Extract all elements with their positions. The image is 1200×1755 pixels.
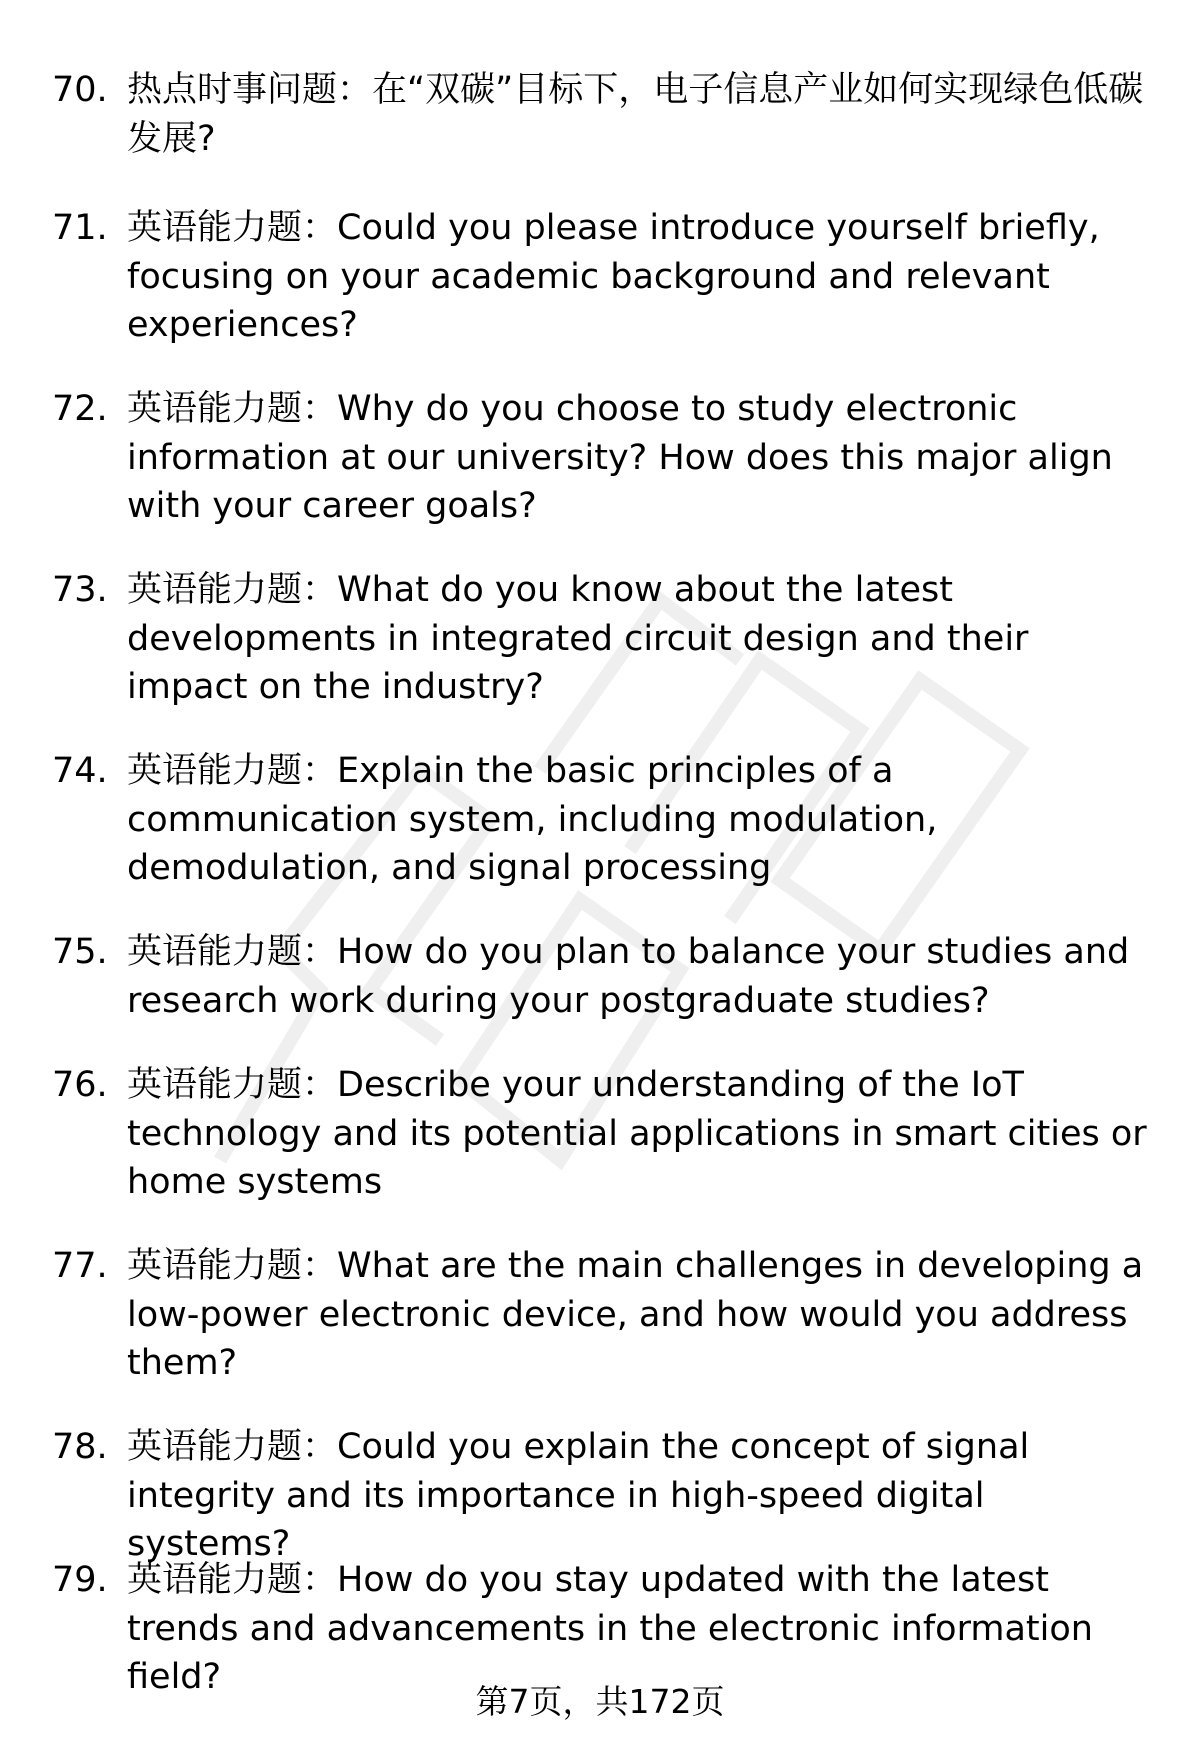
question-category: 英语能力题： <box>127 1246 338 1286</box>
question-category: 英语能力题： <box>127 1560 338 1600</box>
question-number: 72. <box>52 389 108 429</box>
question-category: 英语能力题： <box>127 1065 338 1105</box>
question-body <box>127 1061 1152 1207</box>
question-category: 英语能力题： <box>127 932 338 972</box>
question-category: 英语能力题： <box>127 389 338 429</box>
question-category: 英语能力题： <box>127 570 338 610</box>
question-text: Could you explain the concept of signal integrity and its importance in high-speed digital systems? <box>127 1427 1030 1564</box>
question-item <box>52 1242 1152 1388</box>
question-body <box>127 385 1152 531</box>
question-text: How do you plan to balance your studies and research work during your postgraduate studies? <box>127 932 1130 1021</box>
question-item <box>52 204 1152 350</box>
question-item <box>52 566 1152 712</box>
question-text: Explain the basic principles of a communication system, including modulation, demodulation, and signal processing <box>127 751 938 888</box>
question-item <box>52 747 1152 893</box>
question-text: How do you stay updated with the latest trends and advancements in the electronic information field? <box>127 1560 1093 1697</box>
question-number: 76. <box>52 1065 108 1105</box>
question-body <box>127 1423 1152 1569</box>
question-body <box>127 747 1152 893</box>
question-category: 英语能力题： <box>127 751 338 791</box>
question-category: 英语能力题： <box>127 1427 338 1467</box>
question-category: 热点时事问题： <box>127 70 373 110</box>
question-item <box>52 1061 1152 1207</box>
question-number: 77. <box>52 1246 108 1286</box>
question-text: Could you please introduce yourself briefly, focusing on your academic background and relevant experiences? <box>127 208 1100 345</box>
question-number: 79. <box>52 1560 108 1600</box>
question-category: 英语能力题： <box>127 208 338 248</box>
question-body <box>127 566 1152 712</box>
question-text: Why do you choose to study electronic information at our university? How does this major align with your career goals? <box>127 389 1113 526</box>
question-list <box>52 66 1152 1702</box>
question-number: 74. <box>52 751 108 791</box>
question-text: What are the main challenges in developing a low-power electronic device, and how would you address them? <box>127 1246 1144 1383</box>
question-body <box>127 1242 1152 1388</box>
question-text: Describe your understanding of the IoT technology and its potential applications in smart cities or home systems <box>127 1065 1147 1202</box>
question-body <box>127 928 1152 1025</box>
question-item <box>52 66 1152 163</box>
question-item <box>52 1423 1152 1564</box>
question-item <box>52 928 1152 1025</box>
question-body <box>127 204 1152 350</box>
question-number: 73. <box>52 570 108 610</box>
question-number: 70. <box>52 70 108 110</box>
question-text: What do you know about the latest developments in integrated circuit design and their impact on the industry? <box>127 570 1029 707</box>
question-number: 78. <box>52 1427 108 1467</box>
question-number: 71. <box>52 208 108 248</box>
question-text: 在“双碳”目标下，电子信息产业如何实现绿色低碳发展? <box>127 70 1144 159</box>
question-number: 75. <box>52 932 108 972</box>
question-item <box>52 385 1152 531</box>
page-footer: 第7页，共172页 <box>475 1682 725 1721</box>
question-body <box>127 66 1152 163</box>
